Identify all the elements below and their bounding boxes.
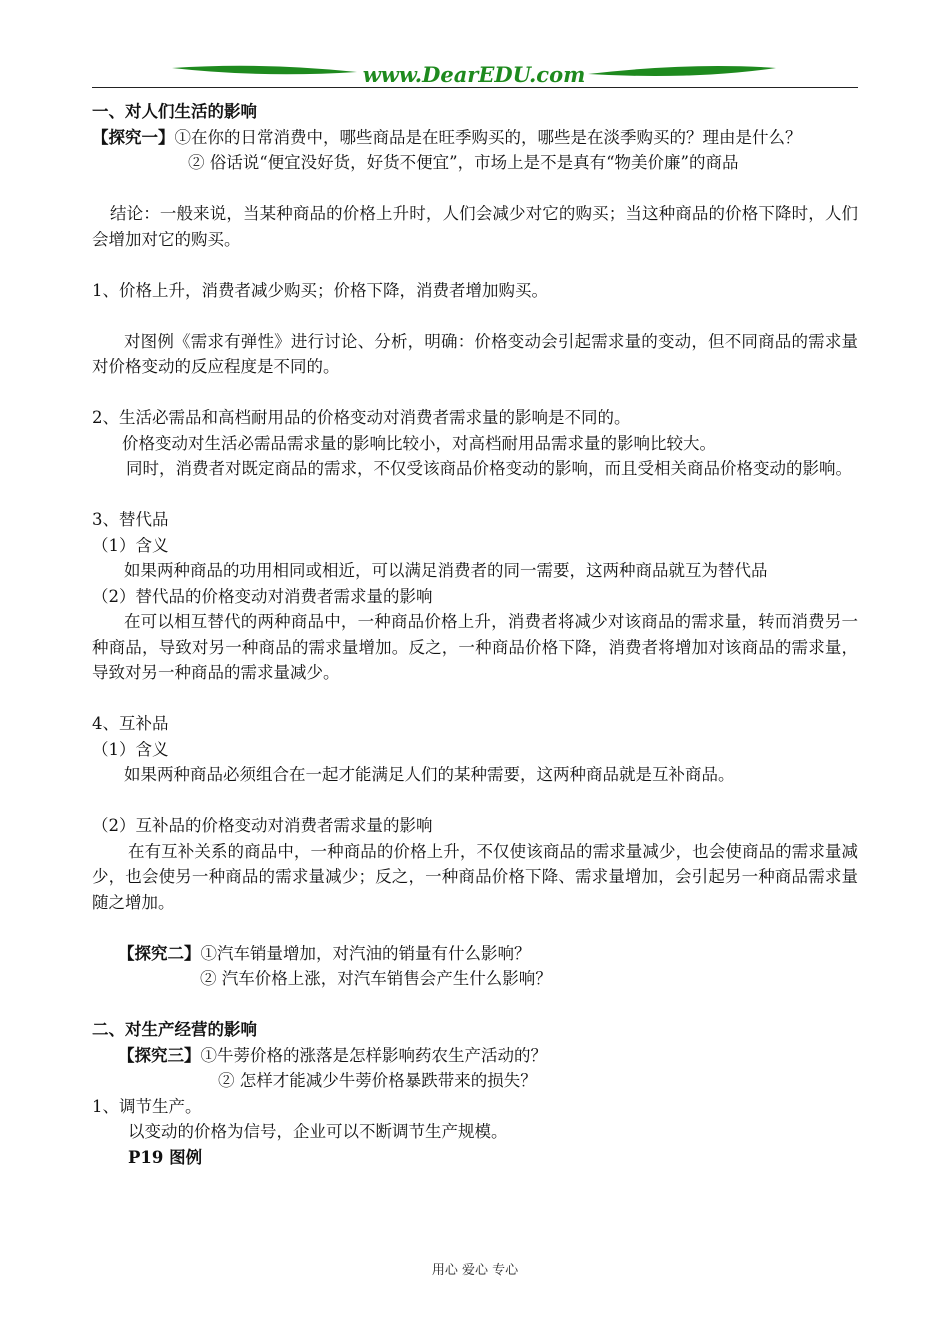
inquiry-1-q2: ② 俗话说“便宜没好货，好货不便宜”，市场上是不是真有“物美价廉”的商品 — [188, 153, 739, 172]
p19-figure-reference: P19 图例 — [128, 1147, 203, 1167]
point-4-1: （1）含义 — [92, 739, 169, 759]
header-divider — [92, 87, 858, 88]
point-2: 2、生活必需品和高档耐用品的价格变动对消费者需求量的影响是不同的。 — [92, 408, 631, 427]
section-2-title: 二、对生产经营的影响 — [92, 1020, 257, 1039]
point-3-1: （1）含义 — [92, 535, 169, 555]
inquiry-2 — [92, 941, 858, 967]
section-1-title: 一、对人们生活的影响 — [92, 102, 257, 121]
sec2-point-1: 1、调节生产。 — [92, 1096, 202, 1116]
banner-swoosh-graphic — [92, 58, 858, 90]
conclusion-text: 结论：一般来说，当某种商品的价格上升时，人们会减少对它的购买；当这种商品的价格下降时，人们会增加对它的购买。 — [92, 204, 858, 249]
inquiry-3 — [92, 1043, 858, 1069]
point-3-1-text: 如果两种商品的功用相同或相近，可以满足消费者的同一需要，这两种商品就互为替代品 — [124, 561, 768, 580]
sec2-point-1-text: 以变动的价格为信号，企业可以不断调节生产规模。 — [128, 1122, 508, 1141]
document-body — [92, 99, 858, 1170]
site-banner — [92, 58, 858, 90]
inquiry-2-q1: ①汽车销量增加，对汽油的销量有什么影响？ — [200, 943, 531, 963]
inquiry-3-q2: ② 怎样才能减少牛蒡价格暴跌带来的损失？ — [218, 1071, 537, 1090]
page-footer: 用心 爱心 专心 — [431, 1263, 519, 1278]
point-3-2-text: 在可以相互替代的两种商品中，一种商品价格上升，消费者将减少对该商品的需求量，转而消费另一种商品，导致对另一种商品的需求量增加。反之，一种商品价格下降，消费者将增加对该商品的需求量，导致对另一种商品的需求量减少。 — [92, 612, 858, 682]
point-2-a: 价格变动对生活必需品需求量的影响比较小，对高档耐用品需求量的影响比较大。 — [122, 433, 716, 453]
point-4-1-text: 如果两种商品必须组合在一起才能满足人们的某种需要，这两种商品就是互补商品。 — [124, 765, 735, 784]
inquiry-2-label: 【探究二】 — [118, 943, 201, 963]
right-swoosh — [588, 66, 776, 76]
inquiry-1-label: 【探究一】 — [92, 127, 175, 147]
point-3: 3、替代品 — [92, 510, 169, 529]
point-4-2: （2）互补品的价格变动对消费者需求量的影响 — [92, 816, 433, 835]
left-swoosh — [172, 66, 357, 75]
inquiry-3-label: 【探究三】 — [118, 1045, 201, 1065]
point-1-note: 对图例《需求有弹性》进行讨论、分析，明确：价格变动会引起需求量的变动，但不同商品的需求量对价格变动的反应程度是不同的。 — [92, 331, 858, 376]
point-4: 4、互补品 — [92, 714, 169, 733]
inquiry-2-q2: ② 汽车价格上涨，对汽车销售会产生什么影响？ — [200, 969, 552, 988]
inquiry-1-q1: ①在你的日常消费中，哪些商品是在旺季购买的，哪些是在淡季购买的？理由是什么？ — [174, 127, 802, 147]
point-3-2: （2）替代品的价格变动对消费者需求量的影响 — [92, 586, 433, 606]
inquiry-1 — [92, 125, 858, 151]
point-1: 1、价格上升，消费者减少购买；价格下降，消费者增加购买。 — [92, 280, 548, 300]
inquiry-3-q1: ①牛蒡价格的涨落是怎样影响药农生产活动的？ — [200, 1045, 547, 1065]
point-4-2-text: 在有互补关系的商品中，一种商品的价格上升，不仅使该商品的需求量减少，也会使商品的需求量减少，也会使另一种商品的需求量减少；反之，一种商品价格下降、需求量增加，会引起另一种商品需求量随之增加。 — [92, 841, 858, 912]
site-logo-text: www.DearEDU.com — [362, 62, 586, 87]
point-2-b: 同时，消费者对既定商品的需求，不仅受该商品价格变动的影响，而且受相关商品价格变动的影响。 — [126, 459, 852, 478]
